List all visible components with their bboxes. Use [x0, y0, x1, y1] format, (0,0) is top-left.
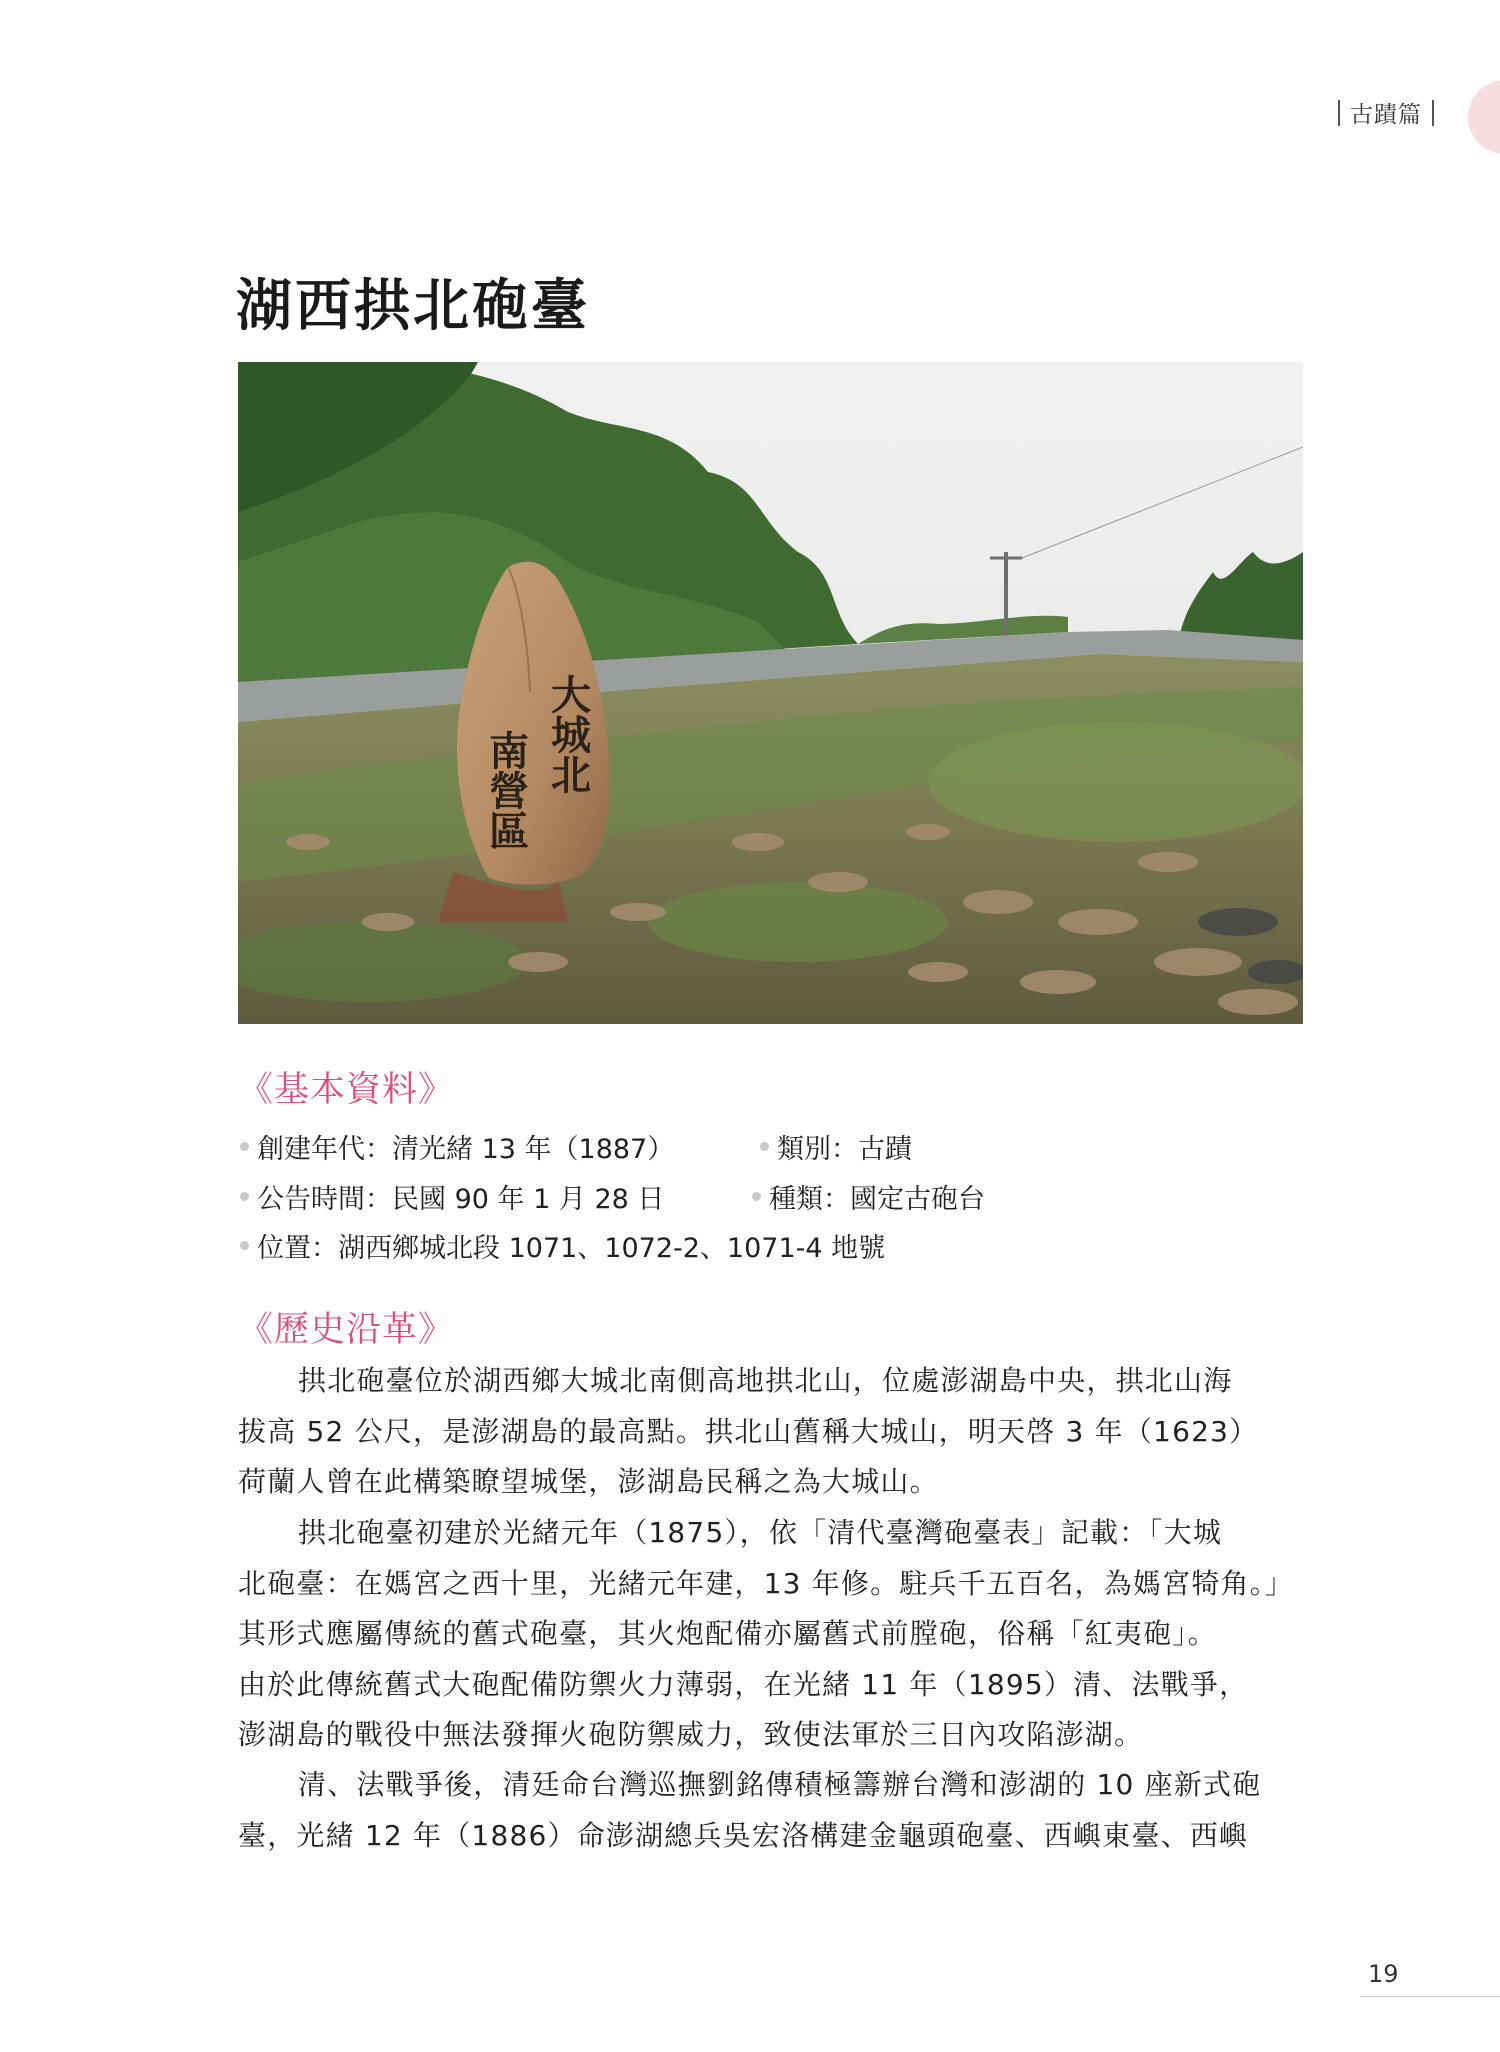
paragraph-line: 由於此傳統舊式大砲配備防禦火力薄弱，在光緒 11 年（1895）清、法戰爭， [238, 1667, 1249, 1701]
stone-inscription-2: 南營區 [482, 730, 530, 850]
history-heading: 《歷史沿革》 [238, 1310, 455, 1350]
history-paragraph-1 [238, 1356, 1304, 1508]
bullet-icon [760, 1142, 769, 1151]
bullet-icon [240, 1192, 249, 1201]
info-type-text: 種類：國定古砲台 [769, 1184, 985, 1215]
page-number-rule [1360, 1996, 1500, 1997]
basic-info-heading: 《基本資料》 [238, 1070, 455, 1110]
tag-divider-right [1432, 100, 1434, 126]
bullet-icon [240, 1241, 249, 1250]
section-tag [1328, 96, 1444, 129]
section-tag-label: 古蹟篇 [1350, 102, 1422, 128]
paragraph-line: 臺，光緒 12 年（1886）命澎湖總兵吳宏洛構建金龜頭砲臺、西嶼東臺、西嶼 [238, 1818, 1249, 1852]
paragraph-line: 澎湖島的戰役中無法發揮火砲防禦威力，致使法軍於三日內攻陷澎湖。 [238, 1718, 1144, 1751]
info-category-text: 類別：古蹟 [777, 1134, 912, 1165]
stone-inscription-1: 大城北 [544, 674, 592, 794]
paragraph-line: 拱北砲臺位於湖西鄉大城北南側高地拱北山，位處澎湖島中央，拱北山海 [298, 1364, 1233, 1397]
paragraph-line: 清、法戰爭後，清廷命台灣巡撫劉銘傳積極籌辦台灣和澎湖的 10 座新式砲 [298, 1768, 1262, 1801]
paragraph-line: 其形式應屬傳統的舊式砲臺，其火炮配備亦屬舊式前膛砲，俗稱「紅夷砲」。 [238, 1617, 1217, 1650]
paragraph-line: 北砲臺：在媽宮之西十里，光緒元年建，13 年修。駐兵千五百名，為媽宮犄角。」 [238, 1566, 1295, 1600]
info-announced [240, 1177, 664, 1216]
history-paragraph-3 [238, 1760, 1304, 1861]
info-type [752, 1177, 985, 1216]
paragraph-line: 拱北砲臺初建於光緒元年（1875），依「清代臺灣砲臺表」記載：「大城 [298, 1516, 1223, 1549]
info-announced-text: 公告時間：民國 90 年 1 月 28 日 [257, 1184, 665, 1215]
tag-divider-left [1338, 100, 1340, 126]
bullet-icon [752, 1192, 761, 1201]
info-category [760, 1127, 912, 1166]
site-photo [238, 362, 1303, 1024]
paragraph-line: 荷蘭人曾在此構築瞭望城堡，澎湖島民稱之為大城山。 [238, 1465, 939, 1498]
page-number: 19 [1368, 1960, 1399, 1988]
history-paragraph-2 [238, 1508, 1304, 1761]
info-location [240, 1226, 885, 1265]
info-founded [240, 1127, 674, 1166]
info-location-text: 位置：湖西鄉城北段 1071、1072-2、1071-4 地號 [257, 1233, 886, 1264]
bullet-icon [240, 1142, 249, 1151]
page-title: 湖西拱北砲臺 [236, 273, 590, 339]
paragraph-line: 拔高 52 公尺，是澎湖島的最高點。拱北山舊稱大城山，明天啓 3 年（1623） [238, 1414, 1259, 1448]
corner-decoration [1468, 80, 1500, 154]
info-founded-text: 創建年代：清光緒 13 年（1887） [257, 1134, 675, 1165]
